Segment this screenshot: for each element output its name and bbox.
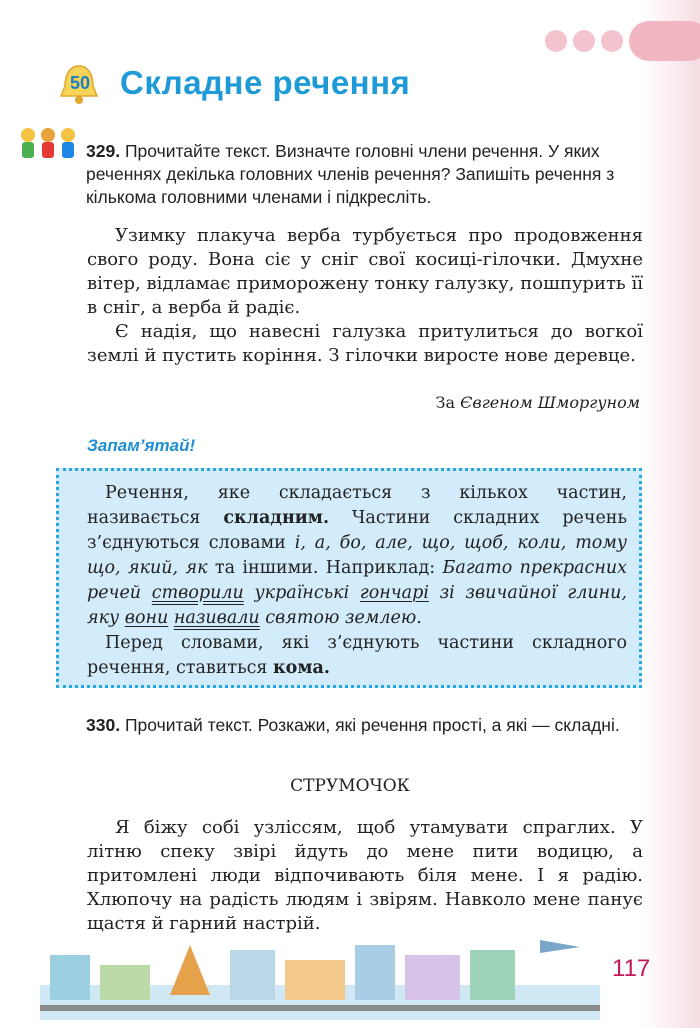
lesson-number: 50 (69, 73, 91, 93)
example-text: Багато прекрасних речей (87, 558, 627, 603)
example-predicate: створили (151, 583, 244, 603)
example-predicate: називали (173, 608, 260, 628)
dot-decoration (573, 30, 595, 52)
task-instruction: Прочитай текст. Розкажи, які речення прості, а які — складні. (124, 715, 620, 735)
rule-term: складним. (223, 508, 330, 528)
passage-2 (87, 816, 643, 936)
task-329 (86, 140, 646, 209)
page-side-band (640, 0, 700, 1028)
passage-1 (87, 224, 643, 368)
author-prefix: За (435, 393, 456, 412)
dot-decoration (601, 30, 623, 52)
rule-paragraph (87, 631, 627, 681)
rule-term: кома. (273, 658, 330, 678)
author-credit (436, 393, 640, 412)
rule-text: Перед словами, які з’єднують частини складного речення, ставиться (87, 633, 627, 678)
example-subject: гончарі (359, 583, 429, 603)
task-instruction: Прочитайте текст. Визначте головні члени речення. У яких реченнях декілька головних членів речення? Запишіть речення з кількома головними членами і підкресліть. (86, 141, 615, 207)
author-name: Євгеном Шморгуном (460, 393, 640, 412)
rule-paragraph (87, 481, 627, 631)
page-number: 117 (612, 955, 651, 982)
dot-decoration (629, 21, 700, 61)
passage-paragraph: Є надія, що навесні галузка притулиться до вогкої землі й пустить коріння. З гілочки виросте нове деревце. (87, 321, 643, 366)
task-number: 329. (86, 141, 121, 161)
story-title: СТРУМОЧОК (290, 776, 410, 796)
lesson-title: Складне речення (120, 64, 411, 101)
task-330 (86, 714, 646, 737)
passage-paragraph: Узимку плакуча верба турбується про продовження свого роду. Вона сіє у сніг свої косиці-гілочки. Дмухне вітер, відламає приморожену тонку галузку, пошпурить її в сніг, а верба й радіє. (87, 225, 643, 318)
rule-text: та іншими. Наприклад: (207, 558, 443, 578)
kids-group-icon (16, 126, 80, 160)
example-text: українські (243, 583, 360, 603)
example-text: святою землею. (259, 608, 422, 628)
rule-box (56, 468, 642, 688)
city-illustration (40, 925, 600, 1020)
dot-decoration (545, 30, 567, 52)
rule-text: Речення, яке складається з кількох частин, називається (87, 483, 627, 528)
rule-text: Частини складних речень з’єднуються словами (87, 508, 627, 553)
remember-heading: Запам’ятай! (87, 436, 196, 455)
task-number: 330. (86, 715, 121, 735)
example-subject: вони (124, 608, 169, 628)
example-text: зі звичайної глини, яку (87, 583, 627, 628)
passage-paragraph: Я біжу собі узліссям, щоб утамувати спраглих. У літню спеку звірі йдуть до мене пити водицю, а притомлені люди відпочивають біля мене. І я радію. Хлюпочу на радість людям і звірям. Навколо мене панує щастя й гарний настрій. (87, 817, 643, 934)
conjunction-list: і, а, бо, але, що, щоб, коли, тому що, який, як (87, 533, 627, 578)
